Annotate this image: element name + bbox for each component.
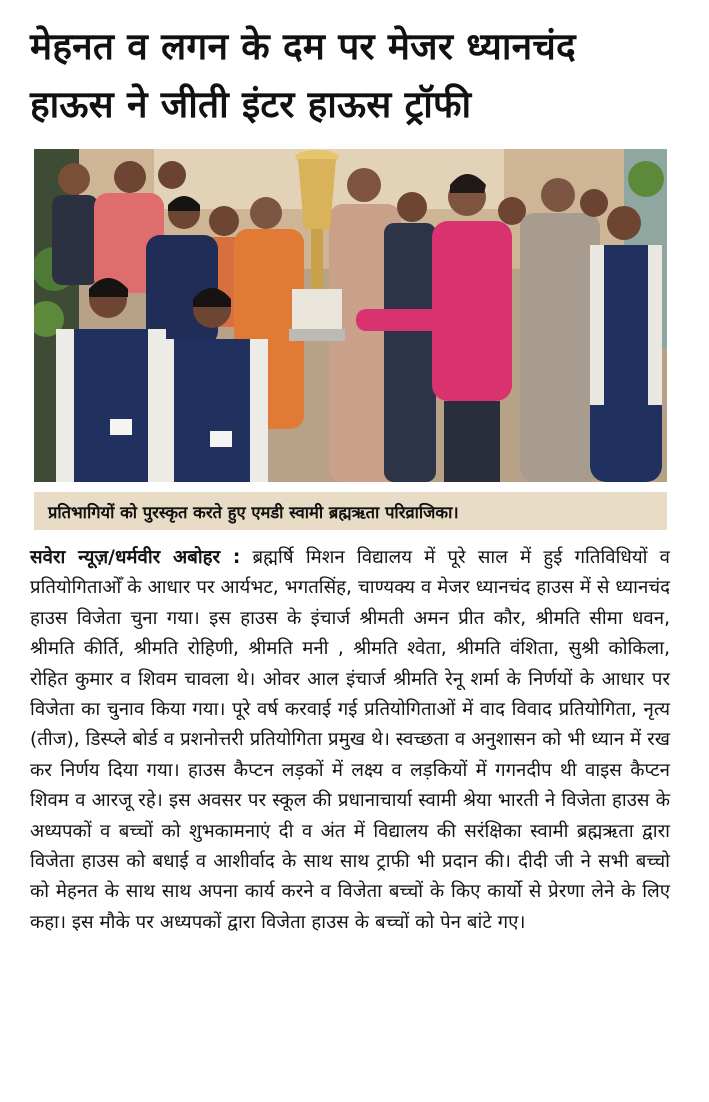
headline <box>30 18 690 134</box>
news-photo <box>34 149 667 482</box>
headline-line-1: मेहनत व लगन के दम पर मेजर ध्यानचंद <box>30 25 576 68</box>
headline-line-2: हाऊस ने जीती इंटर हाऊस ट्रॉफी <box>30 83 472 126</box>
article-text: ब्रह्मर्षि मिशन विद्यालय में पूरे साल में हुई गतिविधियों व प्रतियोगिताओँ के आधार पर आर्यभट, भगतसिंह, चाण्यक्य व मेजर ध्यानचंद हाउस में से ध्यानचंद हाउस विजेता चुना गया। इस हाउस के इंचार्ज श्रीमती अमन प्रीत कौर, श्रीमति सीमा धवन, श्रीमति कीर्ति, श्रीमति रोहिणी, श्रीमति मनी , श्रीमति श्वेता, श्रीमति वंशिता, सुश्री कोकिला, रोहित कुमार व शिवम चावला थे। ओवर आल इंचार्ज श्रीमति रेनू शर्मा के निर्णयों के आधार पर विजेता का चुनाव किया गया। पूरे वर्ष करवाई गई प्रतियोगिताओं में वाद विवाद प्रतियोगिता, नृत्य (तीज), डिस्प्ले बोर्ड व प्रशनोत्तरी प्रतियोगिता प्रमुख थे। स्वच्छता व अनुशासन को भी ध्यान में रख कर निर्णय दिया गया। हाउस कैप्टन लड़कों में लक्ष्य व लड़कियों में गगनदीप थी वाइस कैप्टन शिवम व आरजू रहे। इस अवसर पर स्कूल की प्रधानाचार्या स्वामी श्रेया भारती ने विजेता हाउस के अध्यपकों व बच्चों को शुभकामनाएं दी व अंत में विद्यालय की सरंक्षिका स्वामी ब्रह्मऋता द्वारा विजेता हाउस को बधाई व आशीर्वाद के साथ साथ ट्राफी भी प्रदान की। दीदी जी ने सभी बच्चो को मेहनत के साथ साथ अपना कार्य करने व विजेता बच्चों के किए कार्यो से प्रेरणा लेने के लिए कहा। इस मौके पर अध्यपकों द्वारा विजेता हाउस के बच्चों को पेन बांटे गए। <box>30 547 670 933</box>
photo-caption: प्रतिभागियों को पुरस्कृत करते हुए एमडी स्वामी ब्रह्मऋता परिव्राजिका। <box>34 492 667 530</box>
article-byline: सवेरा न्यूज़/धर्मवीर अबोहर : <box>30 547 241 568</box>
group-photo-illustration <box>34 149 667 482</box>
student-right <box>590 206 662 482</box>
article-body <box>30 543 670 938</box>
